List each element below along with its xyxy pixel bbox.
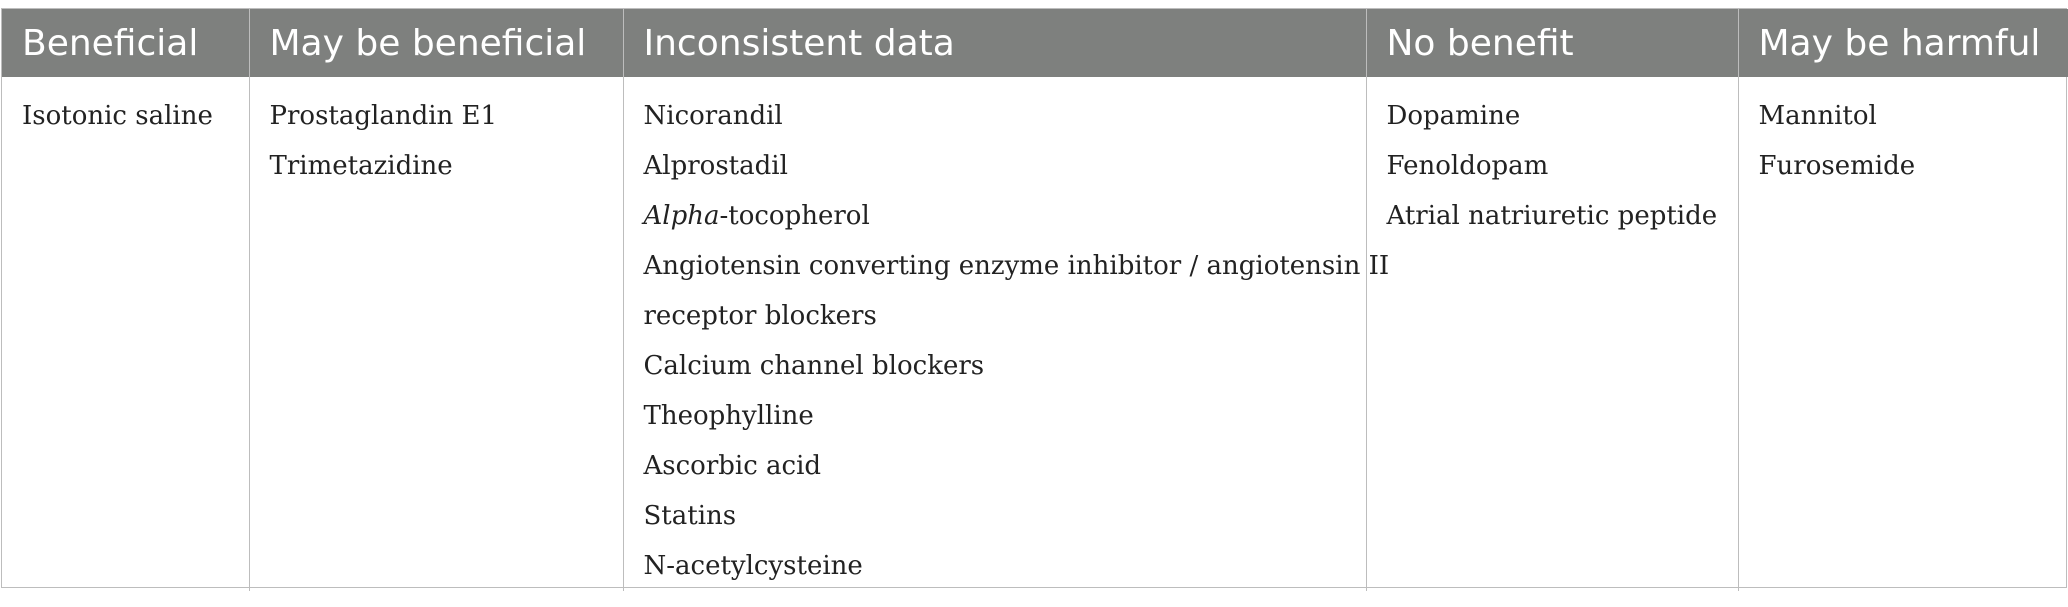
list-item: Nicorandil [643, 101, 783, 131]
header-inconsistent-data: Inconsistent data [623, 9, 1366, 77]
header-beneficial: Beneficial [2, 9, 249, 77]
suffix: -tocopherol [719, 201, 870, 231]
list-item: Furosemide [1758, 151, 1916, 181]
list-item: Mannitol [1758, 101, 1877, 131]
list-item: Statins [643, 501, 737, 531]
italic-prefix: Alpha [643, 201, 720, 231]
list-item: Theophylline [643, 401, 814, 431]
cell-may-be-beneficial [249, 77, 623, 591]
cell-may-be-harmful [1738, 77, 2068, 591]
cell-inconsistent-data [623, 77, 1390, 591]
list-item: Ascorbic acid [643, 451, 822, 481]
cell-no-benefit [1366, 77, 1738, 591]
list-item: Isotonic saline [22, 101, 213, 131]
table-header-row [2, 9, 2068, 77]
list-item: Alprostadil [643, 151, 788, 181]
list-item: N-acetylcysteine [643, 551, 863, 581]
header-may-be-beneficial: May be beneficial [249, 9, 623, 77]
list-item: Trimetazidine [269, 151, 453, 181]
list-item: Angiotensin converting enzyme inhibitor / angiotensin II [643, 251, 1390, 281]
header-may-be-harmful: May be harmful [1738, 9, 2068, 77]
list-item: Prostaglandin E1 [269, 101, 498, 131]
list-item: Calcium channel blockers [643, 351, 985, 381]
list-item: Fenoldopam [1386, 151, 1549, 181]
list-item: receptor blockers [643, 301, 877, 331]
agents-table [2, 9, 2068, 591]
agents-table-container [1, 8, 2067, 588]
list-item: Atrial natriuretic peptide [1386, 201, 1718, 231]
header-no-benefit: No benefit [1366, 9, 1738, 77]
table-row [2, 77, 2068, 591]
cell-beneficial [2, 77, 249, 591]
list-item-alpha-tocopherol [644, 191, 1346, 241]
list-item: Dopamine [1386, 101, 1521, 131]
